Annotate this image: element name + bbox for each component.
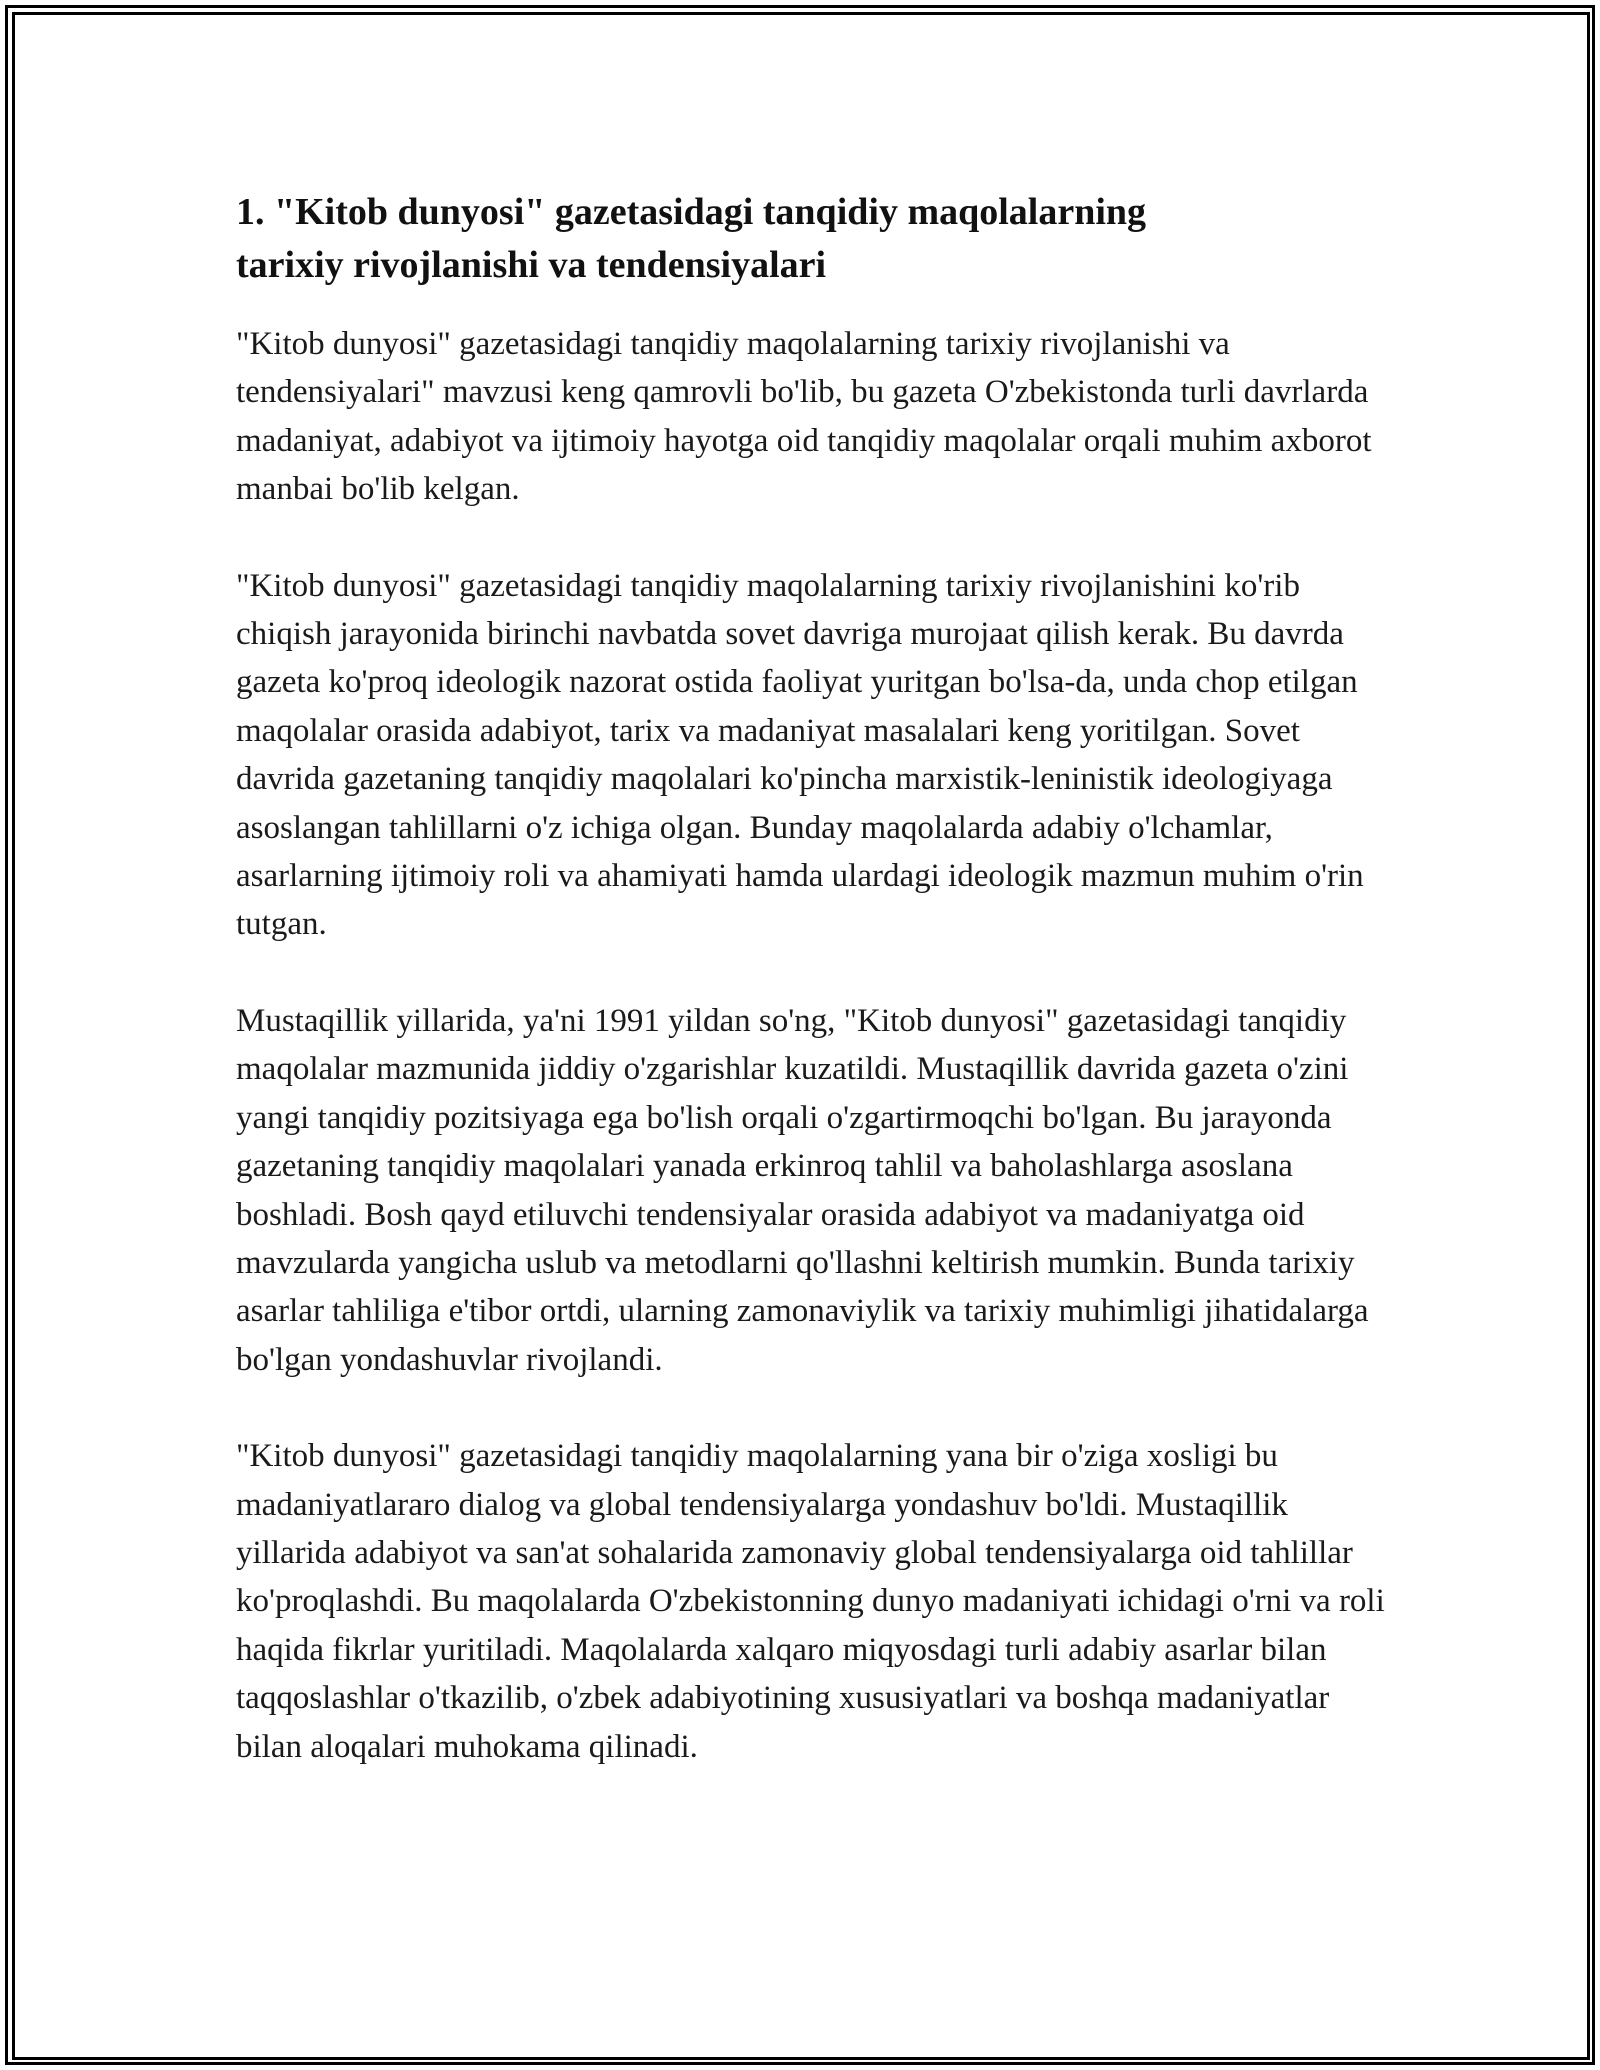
paragraph-2: "Kitob dunyosi" gazetasidagi tanqidiy maqolalarning tarixiy rivojlanishini ko'rib chiqish jarayonida birinchi navbatda sovet davriga murojaat qilish kerak. Bu davrda gazeta ko'proq ideologik nazorat ostida faoliyat yuritgan bo'lsa-da, unda chop etilgan maqolalar orasida adabiyot, tarix va madaniyat masalalari keng yoritilgan. Sovet davrida gazetaning tanqidiy maqolalari ko'pincha marxistik-leninistik ideologiyaga asoslangan tahlillarni o'z ichiga olgan. Bunday maqolalarda adabiy o'lchamlar, asarlarning ijtimoiy roli va ahamiyati hamda ulardagi ideologik mazmun muhim o'rin tutgan.	[236, 567, 1364, 943]
document-body	[236, 186, 1386, 1771]
paragraph-4: "Kitob dunyosi" gazetasidagi tanqidiy maqolalarning yana bir o'ziga xosligi bu madaniyatlararo dialog va global tendensiyalarga yondashuv bo'ldi. Mustaqillik yillarida adabiyot va san'at sohalarida zamonaviy global tendensiyalarga oid tahlillar ko'proqlashdi. Bu maqolalarda O'zbekistonning dunyo madaniyati ichidagi o'rni va roli haqida fikrlar yuritiladi. Maqolalarda xalqaro miqyosdagi turli adabiy asarlar bilan taqqoslashlar o'tkazilib, o'zbek adabiyotining xususiyatlari va boshqa madaniyatlar bilan aloqalari muhokama qilinadi.	[236, 1438, 1385, 1765]
paragraph-1: "Kitob dunyosi" gazetasidagi tanqidiy maqolalarning tarixiy rivojlanishi va tendensiyalari" mavzusi keng qamrovli bo'lib, bu gazeta O'zbekistonda turli davrlarda madaniyat, adabiyot va ijtimoiy hayotga oid tanqidiy maqolalar orqali muhim axborot manbai bo'lib kelgan.	[236, 326, 1372, 508]
document-title-line-2: tarixiy rivojlanishi va tendensiyalari	[236, 244, 827, 286]
document-title-line-1: 1. "Kitob dunyosi" gazetasidagi tanqidiy maqolalarning	[236, 191, 1147, 233]
paragraph-3: Mustaqillik yillarida, ya'ni 1991 yildan so'ng, "Kitob dunyosi" gazetasidagi tanqidiy maqolalar mazmunida jiddiy o'zgarishlar kuzatildi. Mustaqillik davrida gazeta o'zini yangi tanqidiy pozitsiyaga ega bo'lish orqali o'zgartirmoqchi bo'lgan. Bu jarayonda gazetaning tanqidiy maqolalari yanada erkinroq tahlil va baholashlarga asoslana boshladi. Bosh qayd etiluvchi tendensiyalar orasida adabiyot va madaniyatga oid mavzularda yangicha uslub va metodlarni qo'llashni keltirish mumkin. Bunda tarixiy asarlar tahliliga e'tibor ortdi, ularning zamonaviylik va tarixiy muhimligi jihatidalarga bo'lgan yondashuvlar rivojlandi.	[236, 1002, 1369, 1378]
document-title	[236, 186, 1386, 292]
